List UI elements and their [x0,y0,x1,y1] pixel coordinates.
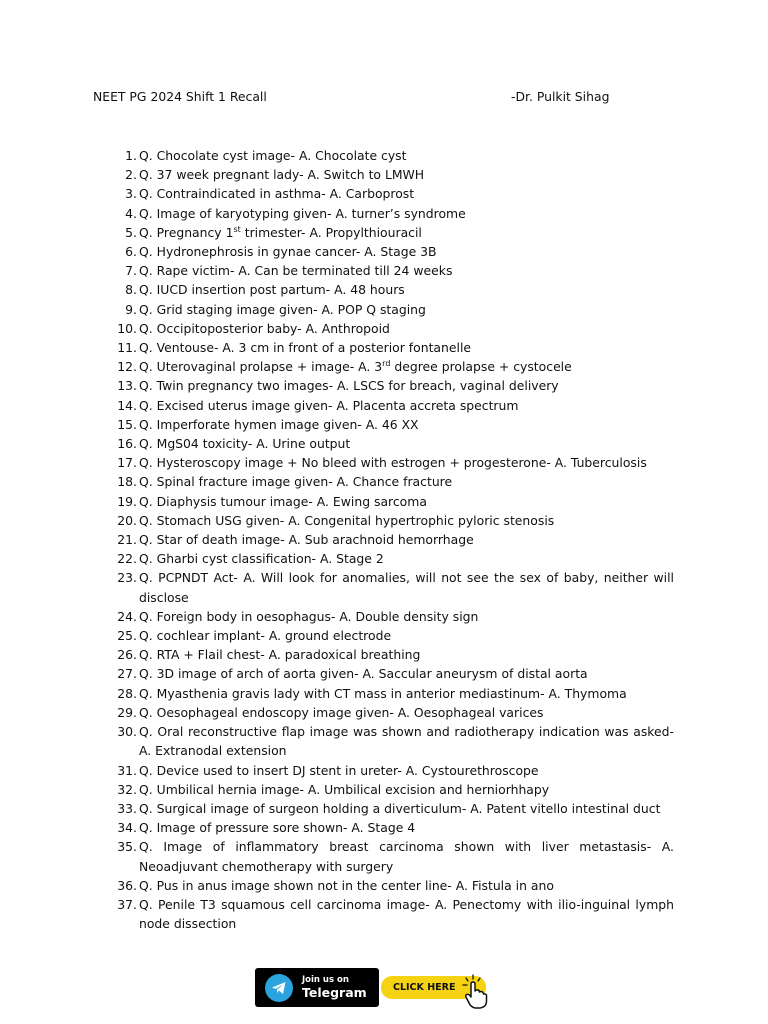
list-item [117,703,674,722]
list-item-text: Q. Oesophageal endoscopy image given- A. Oesophageal varices [139,704,544,720]
list-item-text: Q. Pus in anus image shown not in the center line- A. Fistula in ano [139,877,554,893]
list-item-text: Q. Imperforate hymen image given- A. 46 XX [139,416,419,432]
list-item-number: 4. [125,205,137,221]
list-item [125,146,674,165]
list-item-text: Q. PCPNDT Act- A. Will look for anomalies, will not see the sex of baby, neither will disclose [139,570,674,605]
list-item-text: Q. Image of inflammatory breast carcinoma shown with liver metastasis- A. Neoadjuvant chemotherapy with surgery [139,839,674,874]
list-item-text: Q. Gharbi cyst classification- A. Stage 2 [139,551,384,567]
list-item [117,492,674,511]
list-item-number: 33. [117,800,137,816]
list-item-number: 2. [125,167,137,183]
list-item-text: Q. RTA + Flail chest- A. paradoxical breathing [139,647,421,663]
list-item-text: Q. Stomach USG given- A. Congenital hypertrophic pyloric stenosis [139,512,555,528]
list-item-text: Q. Rape victim- A. Can be terminated till 24 weeks [139,263,453,279]
list-item [117,645,674,664]
list-item [125,165,674,184]
list-item-number: 11. [117,340,137,356]
list-item [117,780,674,799]
list-item [117,530,674,549]
list-item-number: 6. [125,244,137,260]
list-item-number: 32. [117,781,137,797]
list-item [117,837,674,875]
list-item-number: 16. [117,436,137,452]
list-item [117,722,674,760]
list-item-text: degree prolapse + cystocele [390,359,572,375]
join-us-label: Join us on [302,975,349,985]
list-item-number: 19. [117,493,137,509]
list-item-text: Q. IUCD insertion post partum- A. 48 hours [139,282,405,298]
list-item-number: 21. [117,532,137,548]
list-item-number: 36. [117,877,137,893]
list-item-number: 20. [117,512,137,528]
list-item [117,876,674,895]
list-item [117,549,674,568]
telegram-join-button[interactable] [255,968,379,1007]
list-item-number: 29. [117,704,137,720]
list-item-number: 26. [117,647,137,663]
list-item-text: Q. Device used to insert DJ stent in ureter- A. Cystourethroscope [139,762,539,778]
list-item [117,607,674,626]
telegram-icon [265,974,293,1002]
list-item-text: Q. Image of pressure sore shown- A. Stage 4 [139,820,416,836]
hand-pointer-icon [460,974,490,1010]
list-item-number: 22. [117,551,137,567]
list-item-text: Q. Ventouse- A. 3 cm in front of a posterior fontanelle [139,340,472,356]
list-item [117,434,674,453]
list-item [117,357,674,376]
list-item [117,376,674,395]
list-item [117,415,674,434]
list-item-text: Q. Spinal fracture image given- A. Chance fracture [139,474,453,490]
list-item [125,204,674,223]
list-item-number: 30. [117,724,137,740]
list-item [117,664,674,683]
list-item-text: Q. Surgical image of surgeon holding a diverticulum- A. Patent vitello intestinal duct [139,800,661,816]
click-here-label: CLICK HERE [393,982,456,993]
list-item [117,568,674,606]
list-item [117,453,674,472]
list-item-number: 17. [117,455,137,471]
list-item-number: 25. [117,628,137,644]
list-item-number: 23. [117,570,137,586]
list-item-number: 14. [117,397,137,413]
ordinal-superscript: rd [382,359,391,369]
list-item-number: 5. [125,224,137,240]
list-item-number: 10. [117,320,137,336]
list-item-text: Q. MgS04 toxicity- A. Urine output [139,436,351,452]
list-item-text: Q. Foreign body in oesophagus- A. Double density sign [139,608,479,624]
list-item-text: Q. Chocolate cyst image- A. Chocolate cyst [139,148,407,163]
list-item [117,799,674,818]
list-item [125,242,674,261]
list-item [117,511,674,530]
list-item-number: 18. [117,474,137,490]
list-item-number: 24. [117,608,137,624]
list-item-text: Q. Myasthenia gravis lady with CT mass in anterior mediastinum- A. Thymoma [139,685,627,701]
ordinal-superscript: st [233,224,241,234]
list-item-text: Q. Hydronephrosis in gynae cancer- A. Stage 3B [139,244,437,260]
list-item-number: 34. [117,820,137,836]
telegram-label: Telegram [302,985,367,1000]
list-item-number: 28. [117,685,137,701]
list-item-text: Q. cochlear implant- A. ground electrode [139,628,392,644]
list-item-text: Q. Umbilical hernia image- A. Umbilical excision and herniorhhapy [139,781,550,797]
list-item [117,472,674,491]
list-item [117,818,674,837]
list-item-text: Q. Uterovaginal prolapse + image- A. 3 [139,359,383,375]
list-item-text: Q. Pregnancy 1 [139,224,234,240]
list-item-text: Q. Star of death image- A. Sub arachnoid hemorrhage [139,532,474,548]
list-item [125,300,674,319]
list-item-text: Q. Hysteroscopy image + No bleed with estrogen + progesterone- A. Tuberculosis [139,455,647,471]
list-item-text: Q. Oral reconstructive flap image was shown and radiotherapy indication was asked- A. Extranodal extension [139,724,674,759]
list-item-number: 15. [117,416,137,432]
list-item-text: Q. 3D image of arch of aorta given- A. Saccular aneurysm of distal aorta [139,666,588,682]
list-item-number: 12. [117,359,137,375]
list-item-text: Q. Grid staging image given- A. POP Q staging [139,301,426,317]
list-item [117,626,674,645]
list-item [117,396,674,415]
list-item-number: 1. [125,148,137,163]
list-item-text: Q. Penile T3 squamous cell carcinoma image- A. Penectomy with ilio-inguinal lymph node dissection [139,896,674,932]
list-item-text: Q. Contraindicated in asthma- A. Carboprost [139,186,415,202]
question-list [117,146,674,933]
list-item-text: Q. Diaphysis tumour image- A. Ewing sarcoma [139,493,427,509]
list-item-number: 13. [117,378,137,394]
list-item-text: trimester- A. Propylthiouracil [240,224,422,240]
document-author: -Dr. Pulkit Sihag [511,89,610,104]
list-item-text: Q. Excised uterus image given- A. Placenta accreta spectrum [139,397,519,413]
list-item-text: Q. Occipitoposterior baby- A. Anthropoid [139,320,390,336]
list-item-number: 7. [125,263,137,279]
list-item-number: 3. [125,186,137,202]
list-item-number: 8. [125,282,137,298]
list-item-number: 37. [117,896,137,912]
document-title: NEET PG 2024 Shift 1 Recall [93,89,267,104]
list-item [117,895,674,933]
list-item-text: Q. 37 week pregnant lady- A. Switch to LMWH [139,167,425,183]
list-item-number: 31. [117,762,137,778]
list-item-text: Q. Image of karyotyping given- A. turner’s syndrome [139,205,466,221]
list-item [125,223,674,242]
list-item [125,280,674,299]
list-item-text: Q. Twin pregnancy two images- A. LSCS for breach, vaginal delivery [139,378,559,394]
list-item [117,684,674,703]
list-item [117,338,674,357]
list-item-number: 35. [117,839,137,855]
list-item-number: 27. [117,666,137,682]
list-item-number: 9. [125,301,137,317]
list-item [125,261,674,280]
list-item [117,761,674,780]
list-item [125,184,674,203]
list-item [117,319,674,338]
